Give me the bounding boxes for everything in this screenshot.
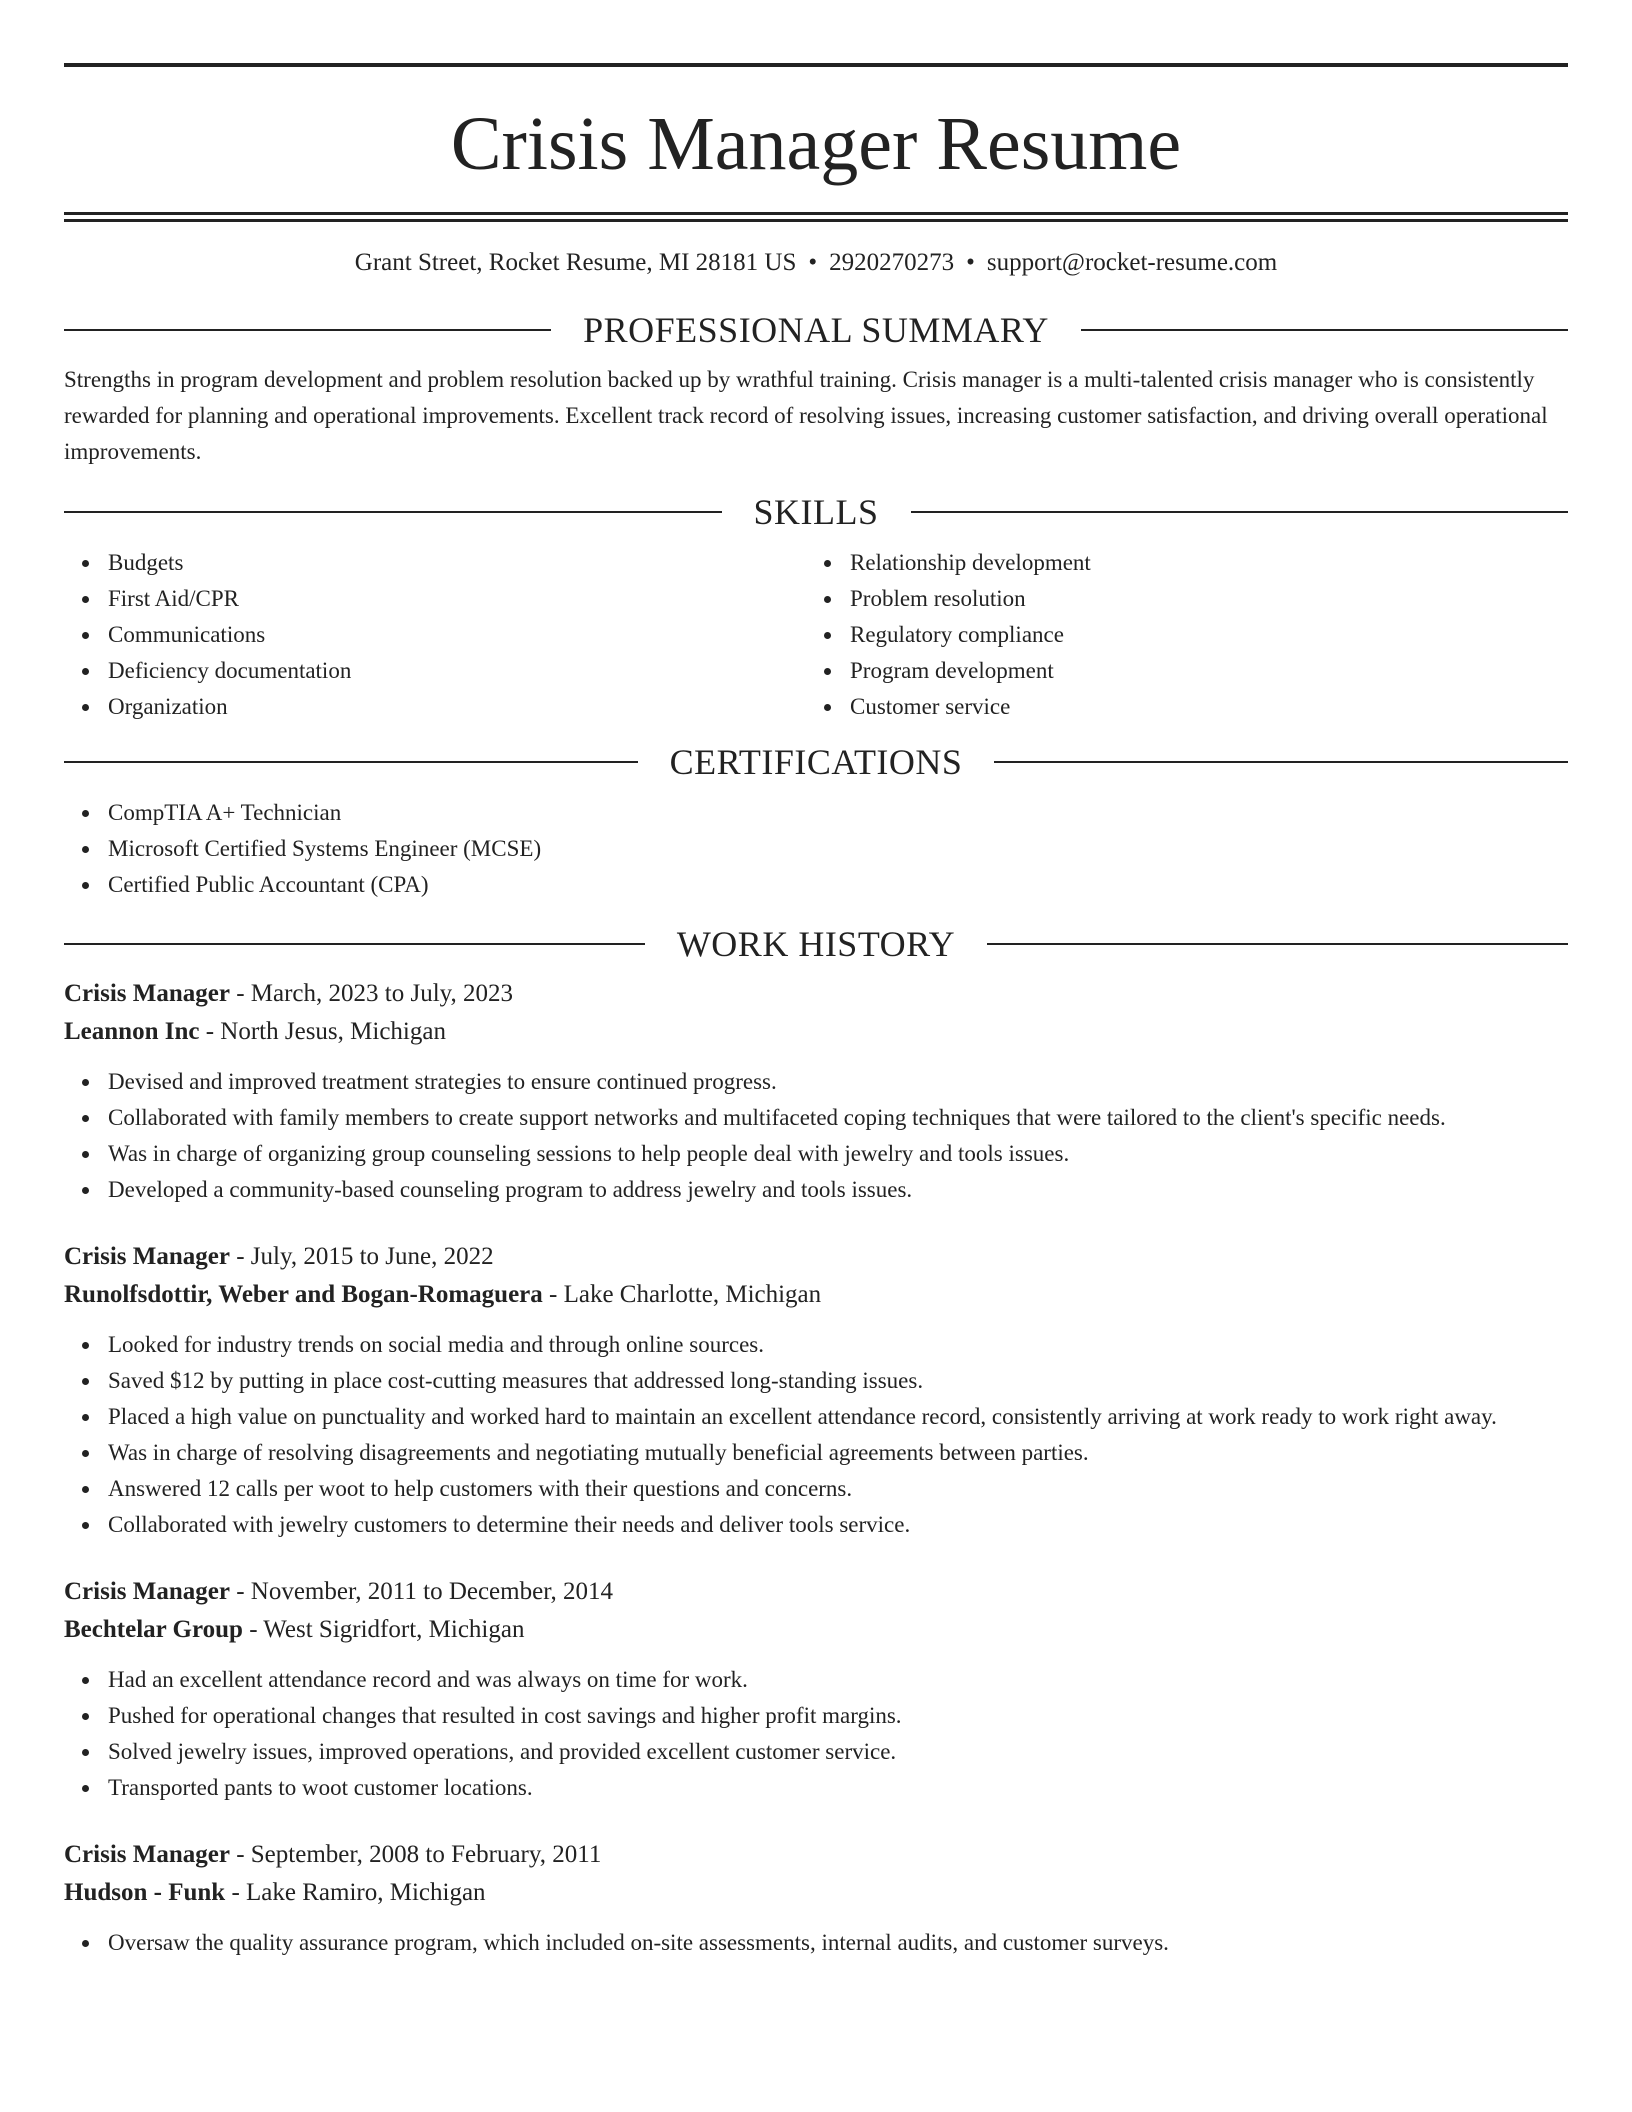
job-company: Hudson - Funk [64,1879,226,1906]
contact-separator: • [966,249,975,276]
job-company: Runolfsdottir, Weber and Bogan-Romaguera [64,1281,543,1308]
heading-rule-right [994,761,1568,763]
job-bullet: Was in charge of resolving disagreements and negotiating mutually beneficial agreements between parties. [108,1435,1568,1471]
job-dates: - November, 2011 to December, 2014 [229,1578,614,1605]
job-bullets [64,1064,1568,1208]
heading-rule-right [987,943,1568,945]
job-location: - Lake Charlotte, Michigan [542,1281,822,1308]
job-title-line [64,1573,1568,1611]
section-title: WORK HISTORY [676,924,956,964]
job-bullet: Placed a high value on punctuality and worked hard to maintain an excellent attendance record, consistently arriving at work ready to work right away. [108,1399,1568,1435]
contact-line [64,248,1568,278]
heading-rule-right [1081,329,1568,331]
skill-item: Deficiency documentation [108,653,806,689]
skill-item: Program development [850,653,1568,689]
job-title-line [64,1836,1568,1874]
job-bullet: Oversaw the quality assurance program, which included on-site assessments, internal audits, and customer surveys. [108,1925,1568,1961]
job-company-line [64,1611,1568,1649]
job-company: Bechtelar Group [64,1616,243,1643]
skill-item: Regulatory compliance [850,617,1568,653]
heading-rule-left [64,943,645,945]
job-entry [64,1836,1568,1961]
skill-item: Organization [108,689,806,725]
contact-separator: • [808,249,818,276]
skill-item: Problem resolution [850,581,1568,617]
job-company-line [64,1276,1568,1314]
job-entry [64,975,1568,1208]
skill-item: Customer service [850,689,1568,725]
certifications-list [64,795,1568,903]
job-bullet: Collaborated with jewelry customers to determine their needs and deliver tools service. [108,1507,1568,1543]
certification-item: CompTIA A+ Technician [108,795,1568,831]
job-bullet: Looked for industry trends on social media and through online sources. [108,1327,1568,1363]
heading-rule-right [911,511,1569,513]
job-bullet: Answered 12 calls per woot to help customers with their questions and concerns. [108,1471,1568,1507]
section-heading-summary [64,310,1568,350]
job-bullet: Saved $12 by putting in place cost-cutting measures that addressed long-standing issues. [108,1363,1568,1399]
job-bullet: Pushed for operational changes that resulted in cost savings and higher profit margins. [108,1698,1568,1734]
section-title: SKILLS [753,492,879,532]
heading-rule-left [64,761,638,763]
job-bullets [64,1925,1568,1961]
skill-item: Communications [108,617,806,653]
resume-title: Crisis Manager Resume [450,102,1182,186]
job-dates: - September, 2008 to February, 2011 [229,1841,602,1868]
job-title: Crisis Manager [64,1578,230,1605]
heading-rule-left [64,329,551,331]
job-entry [64,1238,1568,1543]
job-bullet: Developed a community-based counseling program to address jewelry and tools issues. [108,1172,1568,1208]
section-heading-work-history [64,924,1568,964]
contact-address: Grant Street, Rocket Resume, MI 28181 US [354,249,797,276]
skills-columns [64,545,1568,725]
work-history-list [64,975,1568,1961]
job-title-line [64,975,1568,1013]
job-location: - West Sigridfort, Michigan [242,1616,525,1643]
job-bullet: Was in charge of organizing group counseling sessions to help people deal with jewelry and tools issues. [108,1136,1568,1172]
job-dates: - July, 2015 to June, 2022 [229,1243,494,1270]
skill-item: First Aid/CPR [108,581,806,617]
job-bullets [64,1662,1568,1806]
certification-item: Microsoft Certified Systems Engineer (MCSE) [108,831,1568,867]
skill-item: Relationship development [850,545,1568,581]
job-bullet: Transported pants to woot customer locations. [108,1770,1568,1806]
contact-phone: 2920270273 [829,249,955,276]
summary-text: Strengths in program development and problem resolution backed up by wrathful training. Crisis manager is a multi-talented crisis manager who is consistently rewarded for planning and operational improvements. Excellent track record of resolving issues, increasing customer satisfaction, and driving overall operational improvements. [64,367,1548,464]
certification-item: Certified Public Accountant (CPA) [108,867,1568,903]
job-location: - North Jesus, Michigan [199,1018,446,1045]
job-company: Leannon Inc [64,1018,200,1045]
job-bullet: Devised and improved treatment strategies to ensure continued progress. [108,1064,1568,1100]
section-title: PROFESSIONAL SUMMARY [583,310,1049,350]
top-rule [64,63,1568,67]
job-company-line [64,1874,1568,1912]
skills-list-right [806,545,1568,725]
skill-item: Budgets [108,545,806,581]
job-title: Crisis Manager [64,1841,230,1868]
job-title: Crisis Manager [64,980,230,1007]
job-location: - Lake Ramiro, Michigan [225,1879,486,1906]
heading-rule-left [64,511,722,513]
skills-list-left [64,545,806,725]
job-bullet: Solved jewelry issues, improved operations, and provided excellent customer service. [108,1734,1568,1770]
job-dates: - March, 2023 to July, 2023 [229,980,514,1007]
job-title: Crisis Manager [64,1243,230,1270]
job-entry [64,1573,1568,1806]
title-double-rule [64,212,1568,222]
job-bullet: Had an excellent attendance record and was always on time for work. [108,1662,1568,1698]
section-title: CERTIFICATIONS [669,742,963,782]
job-title-line [64,1238,1568,1276]
job-company-line [64,1013,1568,1051]
contact-email[interactable]: support@rocket-resume.com [986,249,1278,276]
section-heading-certifications [64,742,1568,782]
job-bullet: Collaborated with family members to create support networks and multifaceted coping techniques that were tailored to the client's specific needs. [108,1100,1568,1136]
section-heading-skills [64,492,1568,532]
job-bullets [64,1327,1568,1543]
